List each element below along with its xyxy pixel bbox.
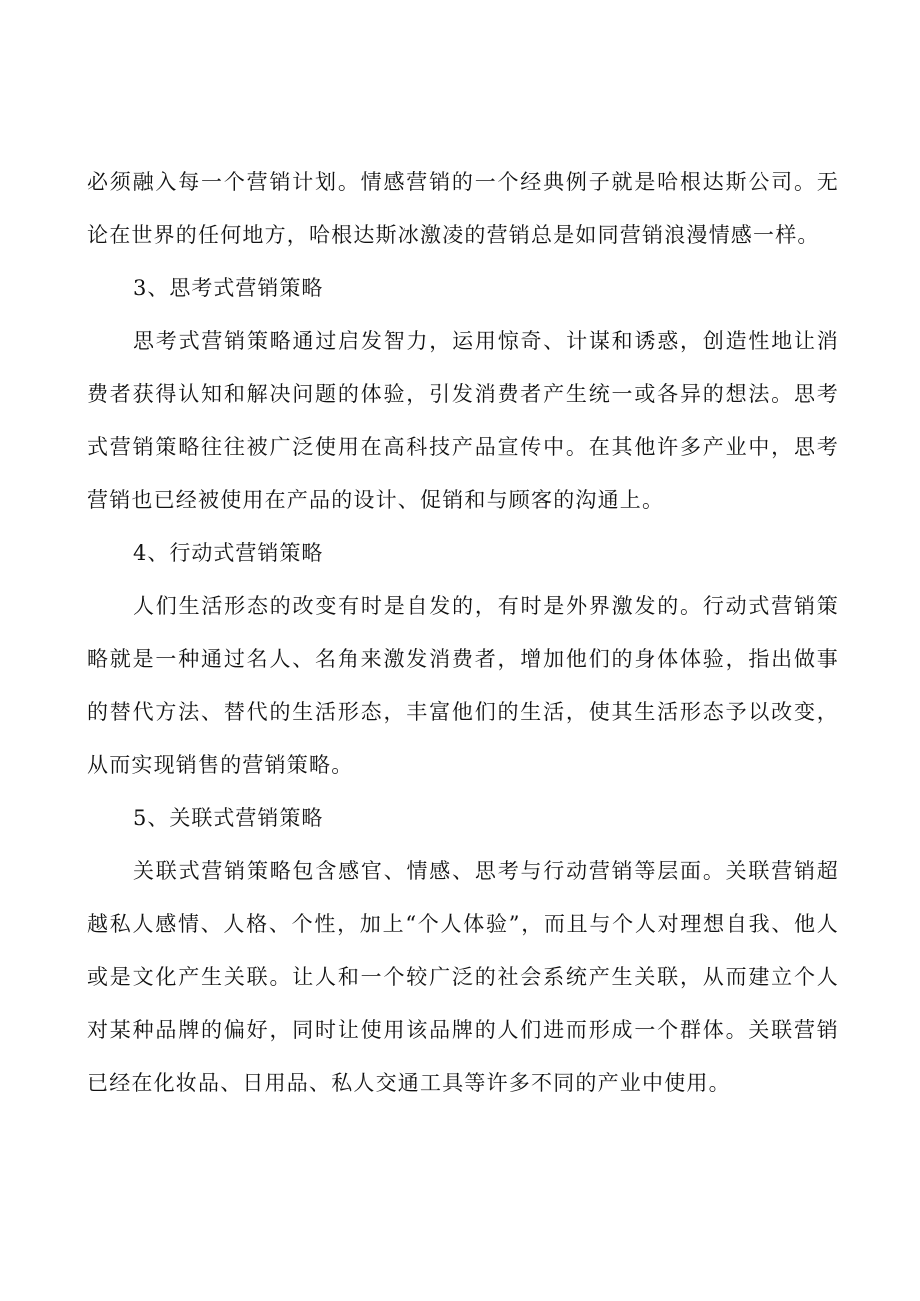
paragraph-continuation: 必须融入每一个营销计划。情感营销的一个经典例子就是哈根达斯公司。无论在世界的任何地方，哈根达斯冰激凌的营销总是如同营销浪漫情感一样。 [87,170,839,247]
section-heading-3: 3、思考式营销策略 [133,276,324,300]
section-heading-5: 5、关联式营销策略 [133,806,324,830]
section-heading-4: 4、行动式营销策略 [133,541,324,565]
document-page [87,156,839,1110]
paragraph-thinking-marketing: 思考式营销策略通过启发智力，运用惊奇、计谋和诱惑，创造性地让消费者获得认知和解决问题的体验，引发消费者产生统一或各异的想法。思考式营销策略往往被广泛使用在高科技产品宣传中。在其他许多产业中，思考营销也已经被使用在产品的设计、促销和与顾客的沟通上。 [87,329,839,512]
paragraph-action-marketing: 人们生活形态的改变有时是自发的，有时是外界激发的。行动式营销策略就是一种通过名人、名角来激发消费者，增加他们的身体体验，指出做事的替代方法、替代的生活形态，丰富他们的生活，使其生活形态予以改变，从而实现销售的营销策略。 [87,594,839,777]
paragraph-relational-marketing: 关联式营销策略包含感官、情感、思考与行动营销等层面。关联营销超越私人感情、人格、个性，加上“个人体验”，而且与个人对理想自我、他人或是文化产生关联。让人和一个较广泛的社会系统产生关联，从而建立个人对某种品牌的偏好，同时让使用该品牌的人们进而形成一个群体。关联营销已经在化妆品、日用品、私人交通工具等许多不同的产业中使用。 [87,859,839,1095]
